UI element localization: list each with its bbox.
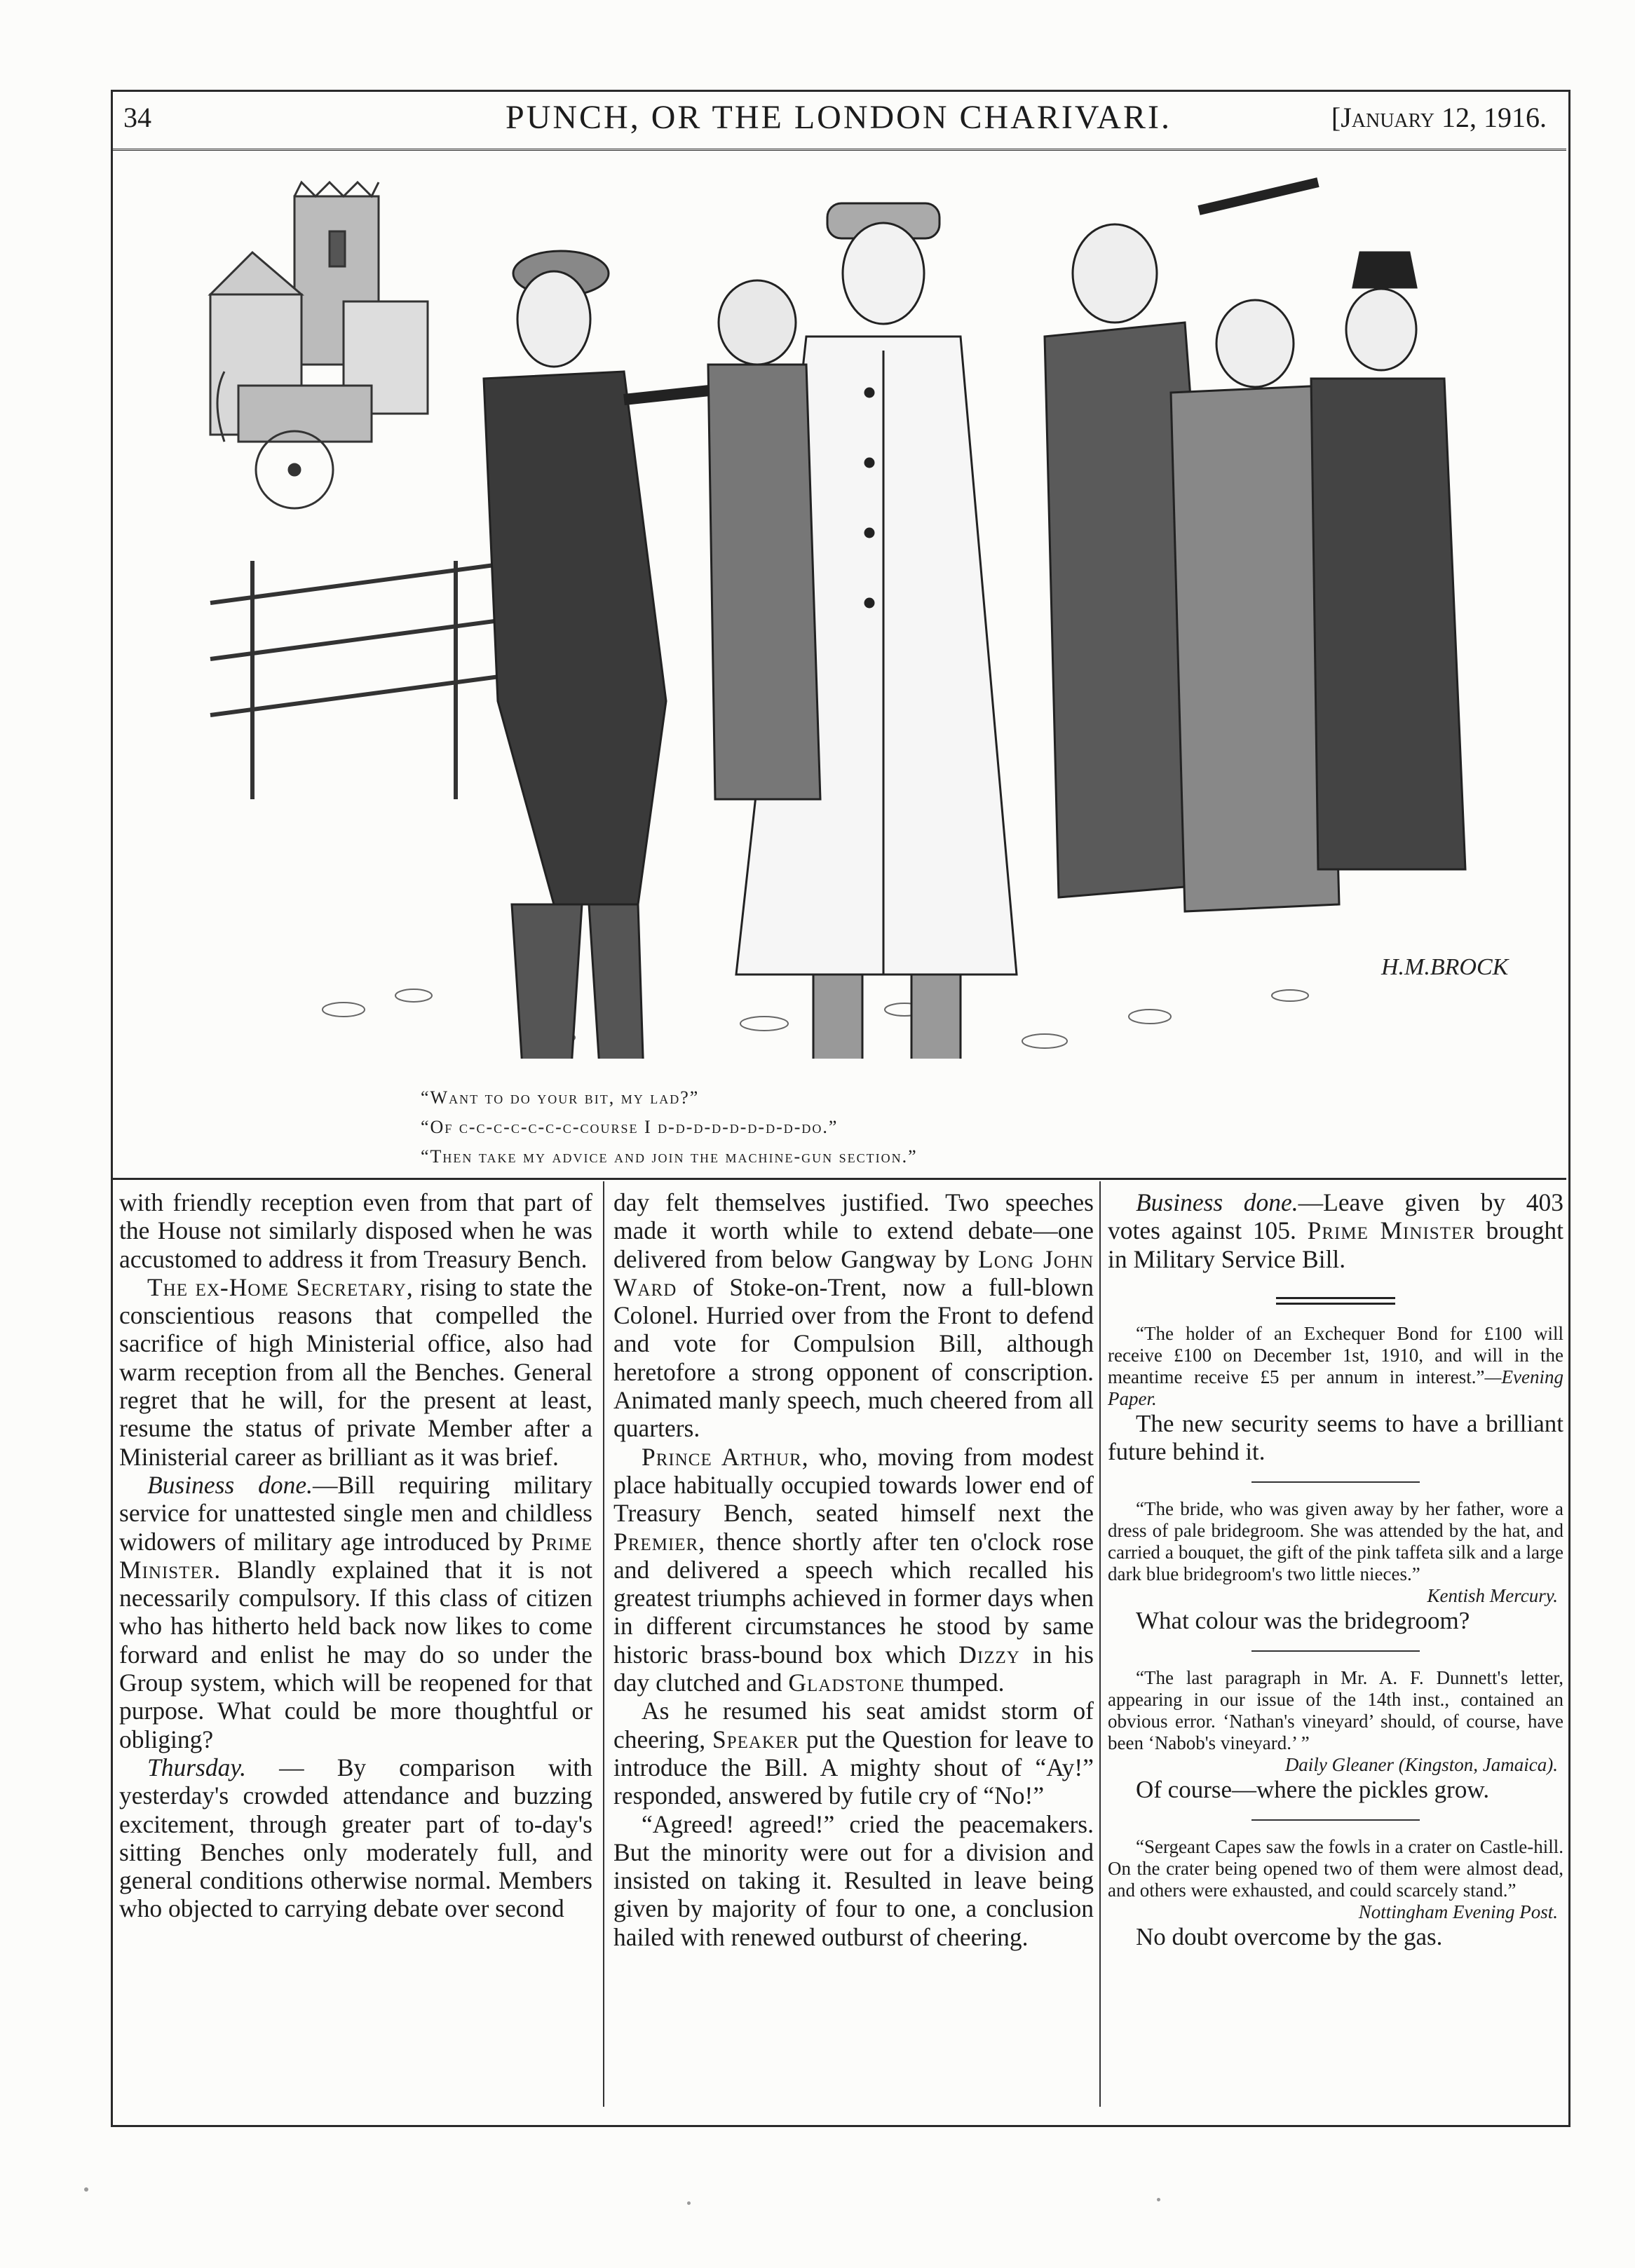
print-speck xyxy=(1157,2198,1160,2201)
publication-title: PUNCH, OR THE LONDON CHARIVARI. xyxy=(506,99,1172,136)
column-rule xyxy=(603,1181,604,2107)
print-speck xyxy=(84,2187,88,2192)
quote-source: Nottingham Evening Post. xyxy=(1358,1901,1558,1922)
column-2 xyxy=(613,1188,1094,1951)
retort: No doubt overcome by the gas. xyxy=(1136,1922,1443,1950)
retort: Of course—where the pickles grow. xyxy=(1136,1775,1490,1803)
press-cutting-quote: “The last paragraph in Mr. A. F. Dunnett's letter, appearing in our issue of the 14th inst., contained an obvious error. ‘Nathan's vineyard’ should, of course, have been ‘Nabob's vineyard.’ ” xyxy=(1108,1666,1563,1753)
page-number: 34 xyxy=(123,102,151,133)
double-rule xyxy=(1276,1297,1395,1305)
column-rule xyxy=(1099,1181,1101,2107)
paragraph: As he resumed his seat amidst storm of cheering, Speaker put the Question for leave to introduce the Bill. A mighty shout of “Ay!” responded, answered by futile cry of “No!” xyxy=(613,1697,1094,1810)
paragraph: Business done.—Bill requiring military service for unattested single men and childless widowers of military age introduced by Prime Minister. Blandly explained that it is not necessarily compulsory. If this class of citizen who has hitherto held back now likes to come forward and enlist he may do so under the Group system, which will be reopened for that purpose. What could be more thoughtful or obliging? xyxy=(119,1470,592,1753)
press-cutting-quote: “The holder of an Exchequer Bond for £100 will receive £100 on December 1st, 1910, and will in the meantime receive £5 per annum in interest.”—Evening Paper. xyxy=(1108,1322,1563,1409)
paragraph: day felt themselves justified. Two speeches made it worth while to extend debate—one delivered from below Gangway by Long John Ward of Stoke-on-Trent, now a full-blown Colonel. Hurried over from the Front to defend and vote for Compulsion Bill, although heretofore a strong opponent of conscription. Animated manly speech, much cheered from all quarters. xyxy=(613,1188,1094,1443)
caption-line: “Want to do your bit, my lad?” xyxy=(421,1087,700,1108)
print-speck xyxy=(687,2201,691,2205)
rule xyxy=(1251,1481,1420,1483)
rule xyxy=(1251,1819,1420,1821)
quote-source: Kentish Mercury. xyxy=(1427,1584,1558,1606)
paragraph: with friendly reception even from that part of the House not similarly disposed when he was accustomed to address it from Treasury Bench. xyxy=(119,1188,592,1273)
retort: What colour was the bridegroom? xyxy=(1136,1606,1470,1634)
column-3 xyxy=(1108,1188,1563,1951)
column-1 xyxy=(119,1188,592,1923)
paragraph: Business done.—Leave given by 403 votes against 105. Prime Minister brought in Military Service Bill. xyxy=(1108,1188,1563,1273)
press-cutting-quote: “The bride, who was given away by her father, wore a dress of pale bridegroom. She was attended by the hat, and carried a bouquet, the gift of the pink taffeta silk and a large dark blue bridegroom's two little nieces.” xyxy=(1108,1498,1563,1584)
artist-signature: H.M.BROCK xyxy=(1381,954,1509,980)
section-divider xyxy=(111,1178,1566,1180)
paragraph: “Agreed! agreed!” cried the peacemakers. But the minority were out for a division and insisted on taking it. Resulted in leave being given by majority of four to one, a conclusion hailed with renewed outburst of cheering. xyxy=(613,1809,1094,1951)
press-cutting-quote: “Sergeant Capes saw the fowls in a crater on Castle-hill. On the crater being opened two of them were almost dead, and others were exhausted, and could scarcely stand.” xyxy=(1108,1835,1563,1901)
paragraph: The ex-Home Secretary, rising to state the conscientious reasons that compelled the sacrifice of high Ministerial office, also had warm reception from all the Benches. General regret that he will, for the present at least, resume the status of private Member after a Ministerial career as brilliant as it was brief. xyxy=(119,1272,592,1471)
caption-line: “Of c-c-c-c-c-c-c-course I d-d-d-d-d-d-d-d-do.” xyxy=(421,1117,839,1137)
masthead xyxy=(111,90,1566,151)
paragraph: Thursday. — By comparison with yesterday's crowded attendance and buzzing excitement, through greater part of to-day's sitting Benches only moderately full, and general conditions otherwise normal. Members who objected to carrying debate over second xyxy=(119,1753,592,1923)
quote-source: Daily Gleaner (Kingston, Jamaica). xyxy=(1284,1753,1558,1775)
fence-drawing xyxy=(210,561,526,799)
cartoon-caption xyxy=(421,1083,1262,1172)
cartoon-illustration xyxy=(133,168,1542,1059)
horse-cart-drawing xyxy=(217,372,372,508)
paragraph: Prince Arthur, who, moving from modest place habitually occupied towards lower end of Treasury Bench, seated himself next the Premier, thence shortly after ten o'clock rose and delivered a speech which recalled his greatest triumphs achieved in former days when in different circumstances he stood by same historic brass-bound box which Dizzy in his day clutched and Gladstone thumped. xyxy=(613,1442,1094,1697)
issue-date: [January 12, 1916. xyxy=(1331,102,1547,133)
rule xyxy=(1251,1650,1420,1652)
retort: The new security seems to have a brilliant future behind it. xyxy=(1108,1409,1563,1465)
caption-line: “Then take my advice and join the machine-gun section.” xyxy=(421,1146,918,1167)
